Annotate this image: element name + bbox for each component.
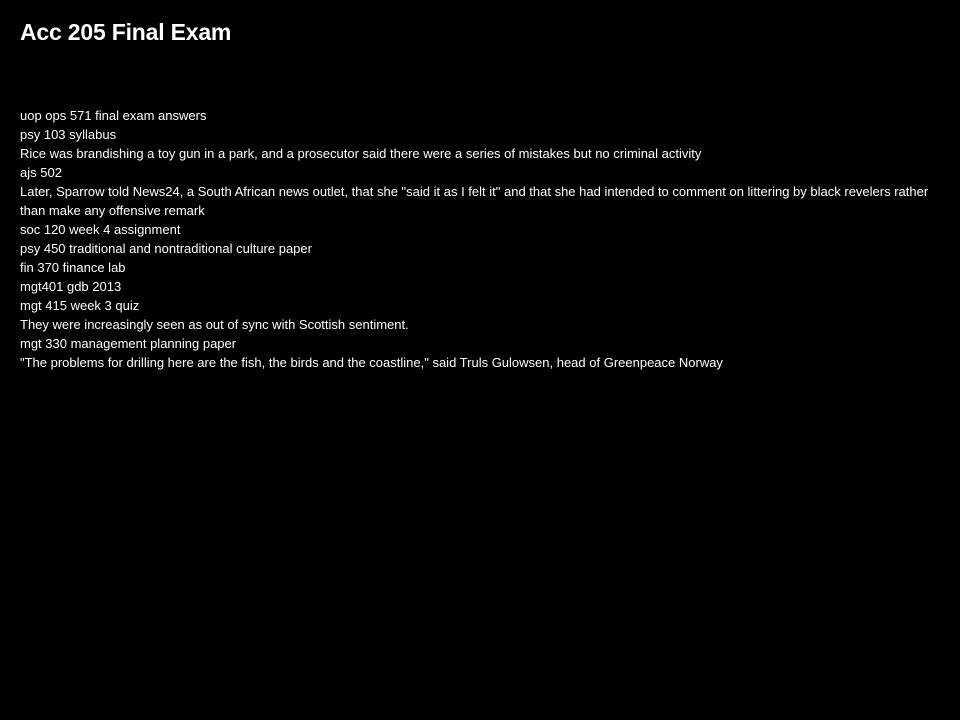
- body-line: mgt 330 management planning paper: [20, 336, 237, 351]
- slide-body: [20, 106, 940, 372]
- body-line: Later, Sparrow told News24, a South African news outlet, that she "said it as I felt it" and that she had intended to comment on littering by black revelers rather than make any offensive remark: [20, 184, 929, 218]
- body-line: mgt401 gdb 2013: [20, 279, 122, 294]
- body-line: mgt 415 week 3 quiz: [20, 298, 140, 313]
- body-line: soc 120 week 4 assignment: [20, 222, 181, 237]
- slide-title: Acc 205 Final Exam: [20, 19, 232, 45]
- body-line: psy 103 syllabus: [20, 127, 117, 142]
- body-line: fin 370 finance lab: [20, 260, 126, 275]
- body-line: ajs 502: [20, 165, 62, 180]
- body-line: "The problems for drilling here are the fish, the birds and the coastline," said Truls Gulowsen, head of Greenpeace Norway: [20, 355, 723, 370]
- body-line: psy 450 traditional and nontraditional culture paper: [20, 241, 312, 256]
- body-line: They were increasingly seen as out of sync with Scottish sentiment.: [20, 317, 409, 332]
- body-line: Rice was brandishing a toy gun in a park, and a prosecutor said there were a series of mistakes but no criminal activity: [20, 146, 702, 161]
- body-line: uop ops 571 final exam answers: [20, 108, 207, 123]
